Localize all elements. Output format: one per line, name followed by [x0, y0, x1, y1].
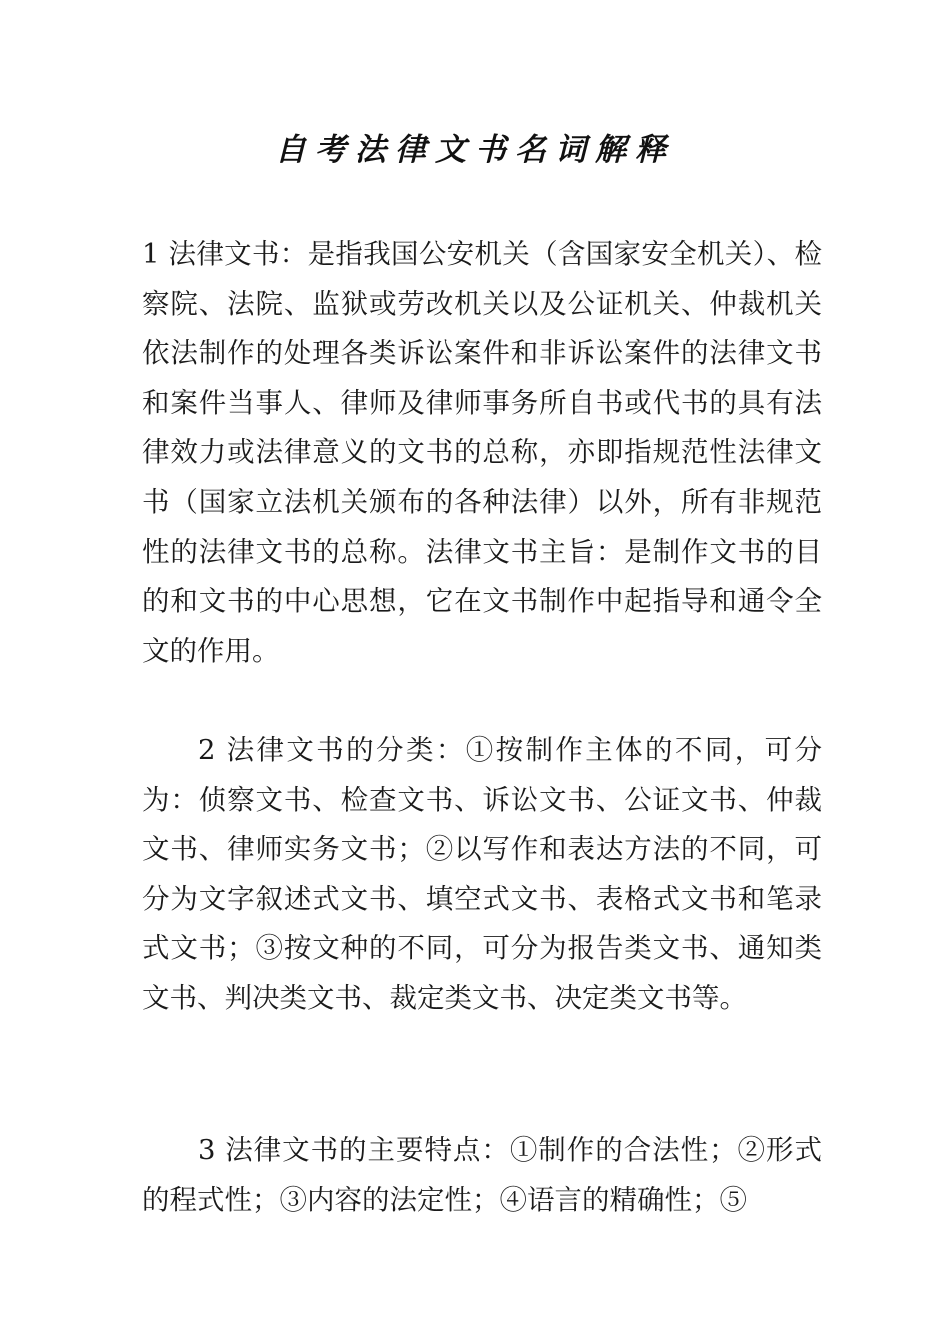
paragraph-2: 2 法律文书的分类：①按制作主体的不同，可分为：侦察文书、检查文书、诉讼文书、公证文书、仲裁文书、律师实务文书；②以写作和表达方法的不同，可分为文字叙述式文书、填空式文书、表格式文书和笔录式文书；③按文种的不同，可分为报告类文书、通知类文书、判决类文书、裁定类文书、决定类文书等。: [142, 734, 822, 1014]
paragraph-1: 1 法律文书：是指我国公安机关（含国家安全机关）、检察院、法院、监狱或劳改机关以及公证机关、仲裁机关依法制作的处理各类诉讼案件和非诉讼案件的法律文书和案件当事人、律师及律师事务所自书或代书的具有法律效力或法律意义的文书的总称，亦即指规范性法律文书（国家立法机关颁布的各种法律）以外，所有非规范性的法律文书的总称。法律文书主旨：是制作文书的目的和文书的中心思想，它在文书制作中起指导和通令全文的作用。: [142, 238, 822, 667]
document-title: 自考法律文书名词解释: [275, 132, 675, 168]
paragraph-3: 3 法律文书的主要特点：①制作的合法性；②形式的程式性；③内容的法定性；④语言的精确性；⑤: [142, 1134, 822, 1216]
